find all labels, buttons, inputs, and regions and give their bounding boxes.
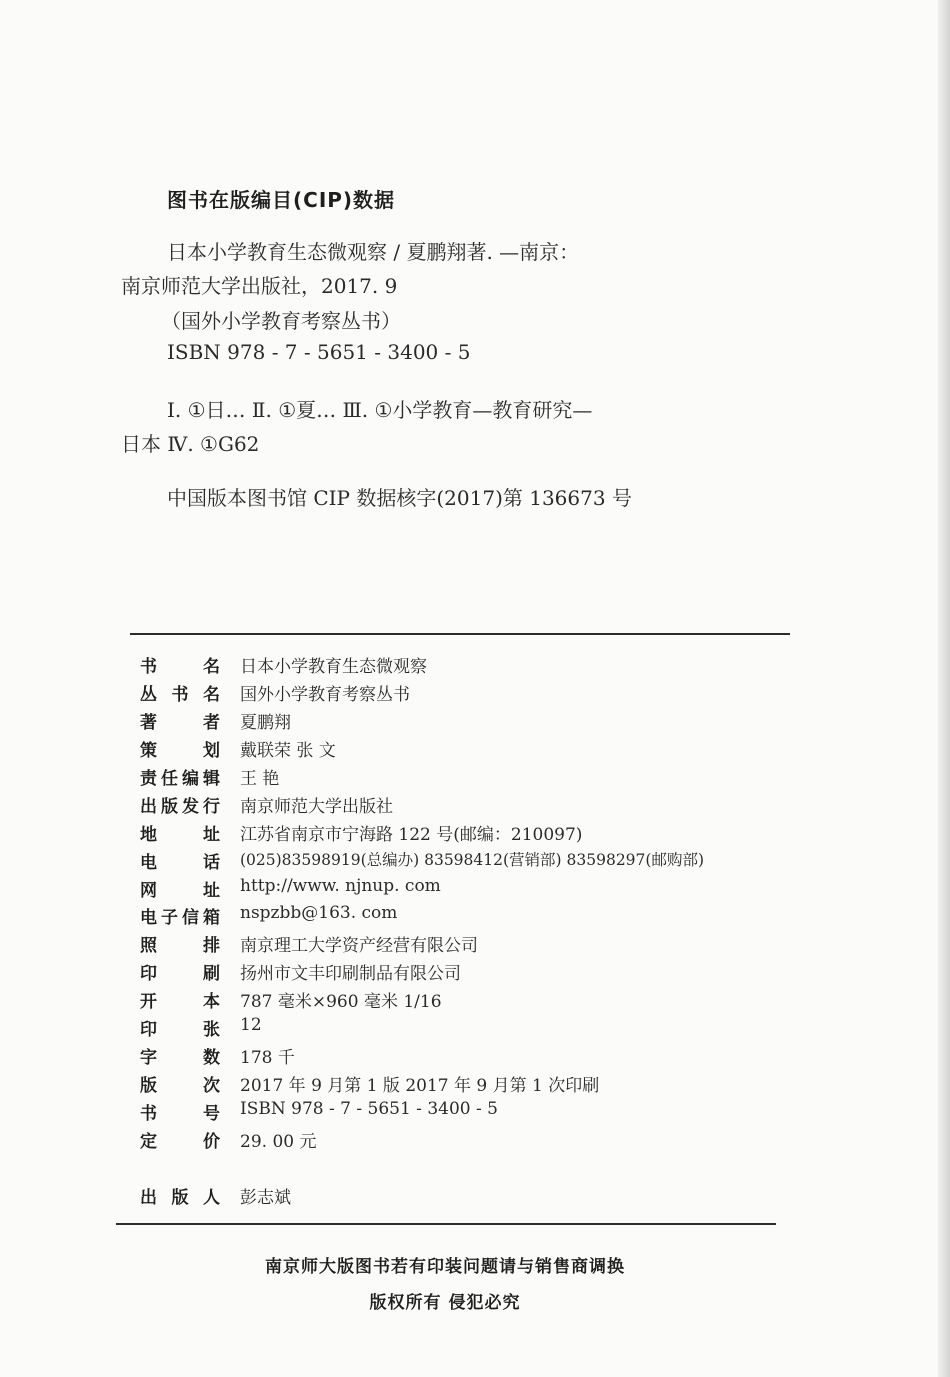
info-value: 南京师范大学出版社 (240, 797, 393, 817)
info-label: 版次 (140, 1076, 220, 1096)
info-value: 彭志斌 (240, 1188, 291, 1208)
info-value: ISBN 978 - 7 - 5651 - 3400 - 5 (240, 1099, 498, 1119)
info-label: 电子信箱 (140, 908, 220, 928)
bottom-divider (116, 1223, 776, 1225)
cip-line: （国外小学教育考察丛书） (161, 309, 401, 333)
info-label: 定价 (140, 1132, 220, 1152)
info-label: 出版发行 (140, 797, 220, 817)
info-value: (025)83598919(总编办) 83598412(营销部) 83598297(邮购部) (240, 851, 704, 869)
info-label: 地址 (140, 825, 220, 845)
info-label: 印张 (140, 1020, 220, 1040)
info-value: 江苏省南京市宁海路 122 号(邮编：210097) (240, 825, 583, 845)
info-label: 丛书名 (140, 685, 220, 705)
page-edge-shadow (938, 0, 950, 1377)
info-label: 责任编辑 (140, 769, 220, 789)
info-label: 策划 (140, 741, 220, 761)
cip-line: 日本小学教育生态微观察 / 夏鹏翔著. —南京： (167, 240, 580, 264)
cip-line: 中国版本图书馆 CIP 数据核字(2017)第 136673 号 (167, 486, 632, 510)
info-value: 戴联荣 张 文 (240, 741, 336, 761)
info-value: 南京理工大学资产经营有限公司 (240, 936, 478, 956)
info-value: 国外小学教育考察丛书 (240, 685, 410, 705)
info-label: 字数 (140, 1048, 220, 1068)
info-label: 出版人 (140, 1188, 220, 1208)
cip-line: ISBN 978 - 7 - 5651 - 3400 - 5 (167, 340, 471, 364)
cip-line: 南京师范大学出版社，2017. 9 (121, 274, 398, 298)
info-value: 日本小学教育生态微观察 (240, 657, 427, 677)
info-label: 开本 (140, 992, 220, 1012)
info-label: 著者 (140, 713, 220, 733)
print-quality-notice: 南京师大版图书若有印装问题请与销售商调换 (265, 1257, 625, 1277)
cip-line: Ⅰ. ①日… Ⅱ. ①夏… Ⅲ. ①小学教育—教育研究— (167, 398, 593, 422)
info-value: 王 艳 (240, 769, 280, 789)
info-value: 2017 年 9 月第 1 版 2017 年 9 月第 1 次印刷 (240, 1076, 600, 1096)
cip-line: 日本 Ⅳ. ①G62 (121, 432, 260, 456)
info-value: 12 (240, 1015, 262, 1035)
info-label: 电话 (140, 853, 220, 873)
top-divider (130, 633, 790, 635)
info-label: 印刷 (140, 964, 220, 984)
cip-title: 图书在版编目(CIP)数据 (167, 188, 396, 212)
info-value: http://www. njnup. com (240, 876, 441, 896)
copyright-notice: 版权所有 侵犯必究 (369, 1293, 521, 1313)
info-value: 787 毫米×960 毫米 1/16 (240, 992, 442, 1012)
info-value: 29. 00 元 (240, 1132, 317, 1152)
info-label: 网址 (140, 881, 220, 901)
info-label: 书名 (140, 657, 220, 677)
info-label: 书号 (140, 1104, 220, 1124)
info-value: nspzbb@163. com (240, 903, 398, 923)
info-value: 扬州市文丰印刷制品有限公司 (240, 964, 461, 984)
info-value: 夏鹏翔 (240, 713, 291, 733)
info-label: 照排 (140, 936, 220, 956)
info-value: 178 千 (240, 1048, 295, 1068)
